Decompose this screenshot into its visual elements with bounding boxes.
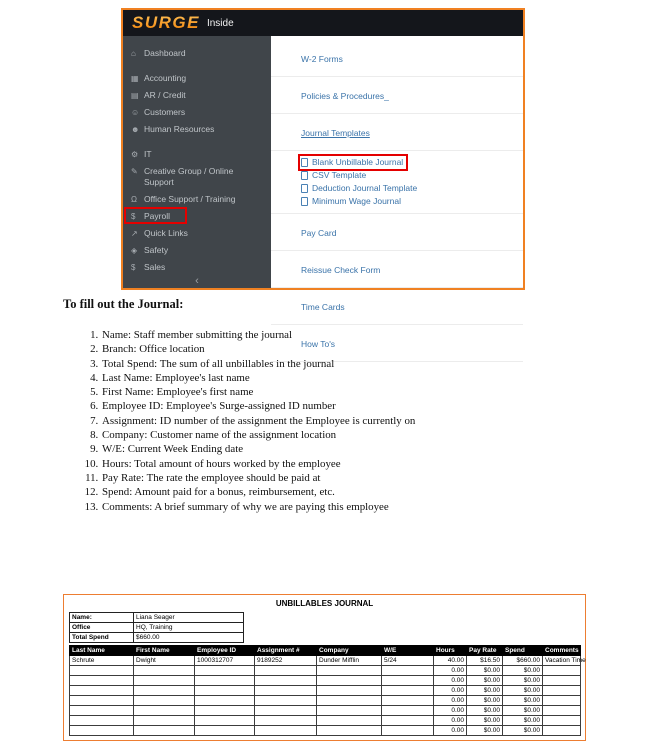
sidebar-item-human-resources[interactable] [123,121,271,138]
content-panel [271,36,523,349]
document-icon [301,184,308,193]
cell-spend: $0.00 [503,676,543,686]
cell-w-e [382,666,434,676]
cell-w-e [382,676,434,686]
cell-comments [543,706,581,716]
cell-company [317,696,382,706]
cell-employee-id: 1000312707 [195,656,255,666]
cell-employee-id [195,706,255,716]
cell-spend: $660.00 [503,656,543,666]
link-journal-templates[interactable]: Journal Templates [301,128,370,138]
content-row [271,214,523,251]
info-label: Name: [70,613,134,623]
cell-first-name [134,716,195,726]
info-value: $660.00 [134,633,244,643]
link-minimum-wage-journal[interactable]: Minimum Wage Journal [312,196,401,206]
cell-spend: $0.00 [503,696,543,706]
sidebar-item-label: AR / Credit [144,90,186,100]
cell-company [317,706,382,716]
journal-row [70,656,581,666]
cell-assignment: 9189252 [255,656,317,666]
link-w-2-forms[interactable]: W-2 Forms [301,54,343,64]
instruction-item: 6. Employee ID: Employee's Surge-assigned ID number [101,399,590,413]
cell-hours: 40.00 [434,656,467,666]
cell-assignment [255,676,317,686]
journal-header-row [70,646,581,656]
info-row [70,613,244,623]
cell-first-name [134,696,195,706]
cell-assignment [255,706,317,716]
document-icon [301,171,308,180]
cell-last-name [70,686,134,696]
content-row [271,77,523,114]
document-icon [301,197,308,206]
template-item [301,182,417,195]
journal-templates-list [271,151,523,214]
journal-row [70,686,581,696]
link-how-to-s[interactable]: How To's [301,339,336,349]
dashboard-icon: ⌂ [131,49,136,58]
cell-employee-id [195,686,255,696]
customers-icon: ☺ [131,108,140,117]
cell-comments: Vacation Time [543,656,581,666]
cell-employee-id [195,696,255,706]
unbillables-journal-screenshot [63,594,586,741]
shield-icon: ◈ [131,246,138,255]
info-label: Total Spend [70,633,134,643]
instruction-item: 2. Branch: Office location [101,342,590,356]
journal-row [70,696,581,706]
instruction-item: 4. Last Name: Employee's last name [101,371,590,385]
template-item [301,156,403,169]
cell-assignment [255,726,317,736]
external-link-icon: ↗ [131,229,138,238]
instruction-item: 5. First Name: Employee's first name [101,385,590,399]
journal-row [70,726,581,736]
cell-hours: 0.00 [434,696,467,706]
headset-icon: Ω [131,195,137,204]
instruction-item: 10. Hours: Total amount of hours worked by the employee [101,457,590,471]
sidebar-item-accounting[interactable] [123,70,271,87]
cell-spend: $0.00 [503,666,543,676]
cell-comments [543,726,581,736]
wrench-icon: ⚙ [131,150,139,159]
instructions-section [63,297,590,514]
link-blank-unbillable-journal[interactable]: Blank Unbillable Journal [312,157,404,167]
instructions-heading: To fill out the Journal: [63,297,184,311]
document-icon [301,158,308,167]
instruction-item: 3. Total Spend: The sum of all unbillables in the journal [101,357,590,371]
cell-w-e [382,706,434,716]
instruction-list [63,328,590,514]
link-reissue-check-form[interactable]: Reissue Check Form [301,265,381,275]
cell-employee-id [195,726,255,736]
cell-comments [543,696,581,706]
cell-hours: 0.00 [434,716,467,726]
sidebar [123,36,271,288]
link-time-cards[interactable]: Time Cards [301,302,345,312]
cell-company [317,676,382,686]
cell-company [317,686,382,696]
cell-spend: $0.00 [503,686,543,696]
column-header-pay-rate: Pay Rate [467,646,503,656]
sidebar-item-label: Quick Links [144,228,188,238]
link-csv-template[interactable]: CSV Template [312,170,367,180]
instruction-item: 11. Pay Rate: The rate the employee should be paid at [101,471,590,485]
accounting-icon: ▦ [131,74,139,83]
cell-last-name [70,696,134,706]
instruction-item: 8. Company: Customer name of the assignment location [101,428,590,442]
column-header-comments: Comments [543,646,581,656]
surge-logo: SURGE [132,13,200,32]
instruction-item: 12. Spend: Amount paid for a bonus, reimbursement, etc. [101,485,590,499]
cell-hours: 0.00 [434,686,467,696]
content-row [271,114,523,151]
journal-row [70,666,581,676]
cell-last-name [70,676,134,686]
info-value: HQ, Training [134,623,244,633]
sidebar-item-ar-credit[interactable] [123,87,271,104]
credit-card-icon: ▤ [131,91,139,100]
sidebar-item-label: Office Support / Training [144,194,236,204]
instruction-item: 13. Comments: A brief summary of why we are paying this employee [101,500,590,514]
human-resources-icon: ☻ [131,125,140,134]
sidebar-item-safety[interactable] [123,242,271,259]
sidebar-item-label: Safety [144,245,169,255]
cell-employee-id [195,716,255,726]
column-header-hours: Hours [434,646,467,656]
cell-first-name [134,666,195,676]
cell-last-name [70,726,134,736]
sidebar-item-label: IT [144,149,152,159]
link-policies-procedures[interactable]: Policies & Procedures_ [301,91,389,101]
cell-w-e: 5/24 [382,656,434,666]
sidebar-item-label: Customers [144,107,186,117]
cell-w-e [382,726,434,736]
column-header-spend: Spend [503,646,543,656]
creative-group-icon: ✎ [131,167,138,176]
instruction-item: 1. Name: Staff member submitting the journal [101,328,590,342]
content-row [271,251,523,288]
info-row [70,623,244,633]
journal-row [70,706,581,716]
cell-pay-rate: $0.00 [467,676,503,686]
cell-w-e [382,686,434,696]
cell-first-name [134,726,195,736]
sidebar-item-creative-group-online-support[interactable] [123,163,271,191]
app-title-inside: Inside [206,17,234,29]
instruction-item: 9. W/E: Current Week Ending date [101,442,590,456]
cell-pay-rate: $16.50 [467,656,503,666]
cell-last-name [70,716,134,726]
sidebar-item-payroll[interactable] [123,208,271,225]
cell-last-name: Schrute [70,656,134,666]
sidebar-item-quick-links[interactable] [123,225,271,242]
cell-first-name [134,706,195,716]
column-header-last-name: Last Name [70,646,134,656]
app-header [123,10,523,36]
sales-dollar-icon: $ [131,263,136,272]
content-row [271,40,523,77]
sheet-title: UNBILLABLES JOURNAL [275,599,374,608]
link-pay-card[interactable]: Pay Card [301,228,337,238]
cell-pay-rate: $0.00 [467,716,503,726]
cell-first-name [134,686,195,696]
cell-spend: $0.00 [503,716,543,726]
cell-comments [543,686,581,696]
journal-table [69,645,586,736]
cell-hours: 0.00 [434,726,467,736]
cell-employee-id [195,676,255,686]
sidebar-item-label: Payroll [144,211,170,221]
cell-hours: 0.00 [434,666,467,676]
cell-w-e [382,696,434,706]
payroll-dollar-icon: $ [131,212,136,221]
cell-assignment [255,716,317,726]
cell-hours: 0.00 [434,676,467,686]
cell-comments [543,716,581,726]
column-header-w-e: W/E [382,646,434,656]
journal-row [70,716,581,726]
cell-last-name [70,666,134,676]
column-header-employee-id: Employee ID [195,646,255,656]
cell-spend: $0.00 [503,726,543,736]
sidebar-item-office-support-training[interactable] [123,191,271,208]
cell-pay-rate: $0.00 [467,686,503,696]
template-item [301,195,401,208]
cell-first-name [134,676,195,686]
cell-w-e [382,716,434,726]
cell-hours: 0.00 [434,706,467,716]
cell-comments [543,676,581,686]
instruction-item: 7. Assignment: ID number of the assignment the Employee is currently on [101,414,590,428]
cell-company [317,666,382,676]
sidebar-item-it[interactable] [123,146,271,163]
column-header-company: Company [317,646,382,656]
cell-company [317,716,382,726]
cell-pay-rate: $0.00 [467,666,503,676]
cell-spend: $0.00 [503,706,543,716]
cell-comments [543,666,581,676]
cell-last-name [70,706,134,716]
cell-assignment [255,696,317,706]
journal-row [70,676,581,686]
sidebar-item-label: Creative Group / Online Support [144,166,234,187]
cell-pay-rate: $0.00 [467,696,503,706]
info-row [70,633,244,643]
template-item [301,169,366,182]
journal-info-table [69,612,244,643]
sidebar-item-dashboard[interactable] [123,45,271,62]
cell-pay-rate: $0.00 [467,706,503,716]
column-header-first-name: First Name [134,646,195,656]
collapse-sidebar-icon[interactable]: ‹ [195,275,199,287]
cell-company [317,726,382,736]
info-value: Liana Seager [134,613,244,623]
link-deduction-journal-template[interactable]: Deduction Journal Template [312,183,418,193]
cell-assignment [255,666,317,676]
column-header-assignment: Assignment # [255,646,317,656]
sidebar-item-label: Human Resources [144,124,215,134]
sidebar-item-label: Accounting [144,73,187,83]
sidebar-item-customers[interactable] [123,104,271,121]
cell-first-name: Dwight [134,656,195,666]
cell-assignment [255,686,317,696]
info-label: Office [70,623,134,633]
sidebar-item-label: Dashboard [144,48,186,58]
cell-pay-rate: $0.00 [467,726,503,736]
cell-employee-id [195,666,255,676]
sidebar-item-label: Sales [144,262,166,272]
sidebar-item-sales[interactable] [123,259,271,276]
cell-company: Dunder Mifflin [317,656,382,666]
